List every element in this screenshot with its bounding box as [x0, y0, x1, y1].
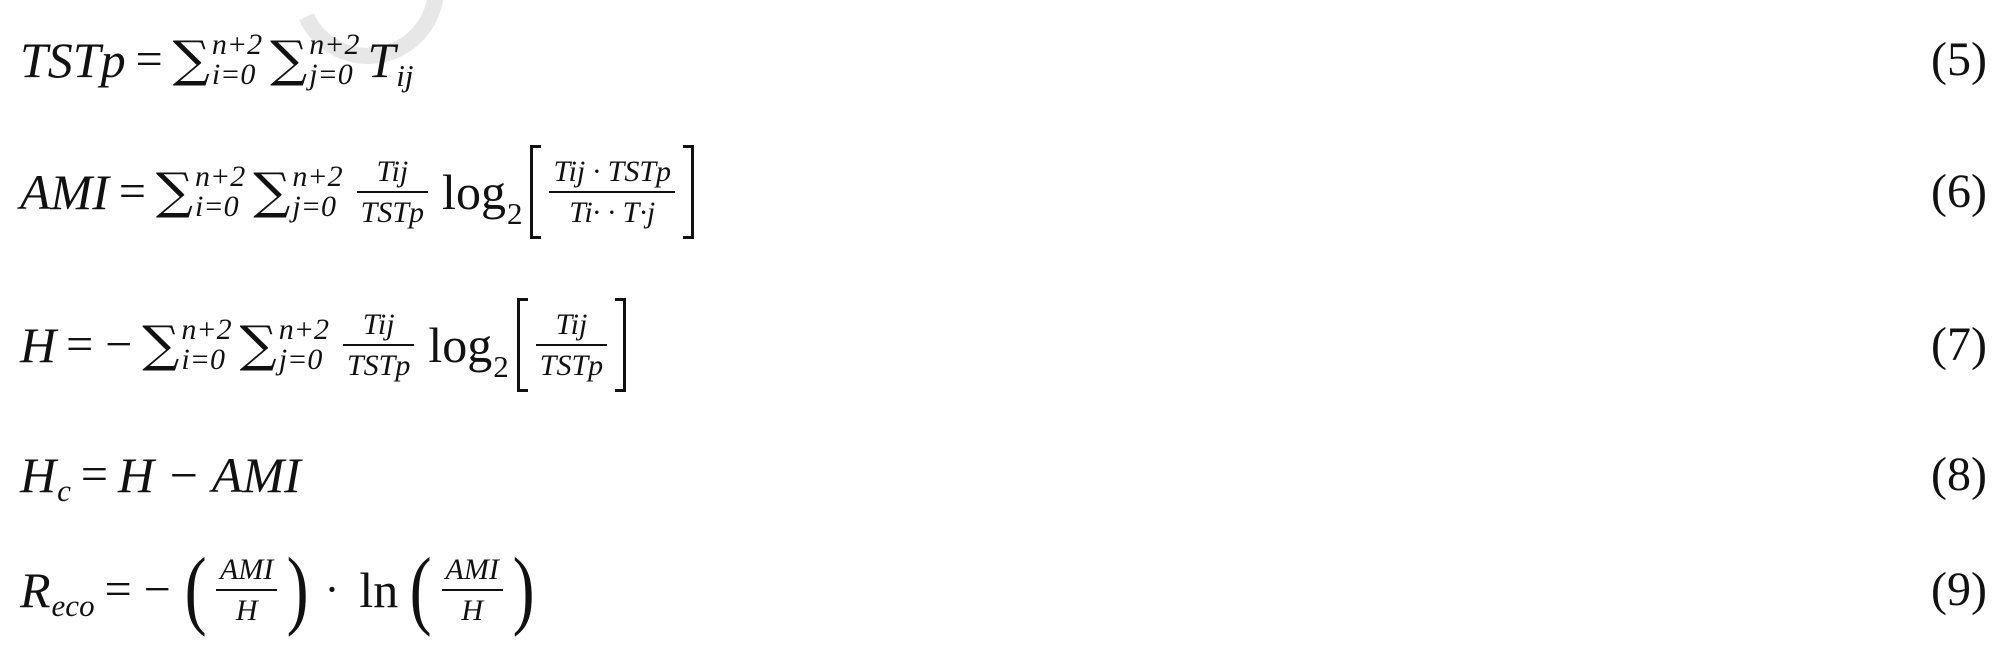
equation-7 — [20, 298, 626, 392]
equation-6 — [20, 145, 694, 239]
eq7-sum-i — [142, 315, 231, 375]
sum-lower-limit: j=0 — [309, 58, 353, 91]
eq8-rhs: H − AMI — [117, 447, 301, 503]
eq6-inner-fraction — [549, 155, 675, 229]
log-label: log — [428, 317, 493, 373]
sum-lower-limit: j=0 — [292, 190, 337, 223]
equation-5 — [20, 28, 414, 93]
eq9-ln: ln — [359, 562, 399, 618]
eq6-lhs: AMI — [20, 164, 109, 220]
sum-lower-limit: i=0 — [195, 190, 239, 223]
eq7-log — [428, 317, 509, 384]
sigma-symbol: ∑ — [155, 163, 194, 221]
equation-number-8: (8) — [1931, 448, 1987, 501]
sum-lower-limit: j=0 — [278, 343, 323, 376]
eq7-equals: = − — [66, 318, 133, 371]
sigma-symbol: ∑ — [142, 316, 180, 374]
sum-upper-limit: n+2 — [292, 160, 343, 193]
eq6-sum-i — [156, 162, 245, 222]
sigma-symbol: ∑ — [239, 316, 277, 374]
sum-upper-limit: n+2 — [181, 313, 232, 346]
eq9-fraction-2 — [442, 553, 503, 627]
equation-9 — [20, 541, 538, 638]
eq5-term: T — [367, 32, 396, 88]
eq7-inner-fraction — [536, 308, 607, 382]
equation-number-6: (6) — [1931, 165, 1987, 218]
eq6-sum-j — [253, 162, 342, 222]
eq9-dot: · — [324, 565, 340, 614]
eq6-equals: = — [118, 165, 146, 218]
equation-row-8 — [20, 420, 1987, 530]
fraction-bar — [442, 589, 503, 591]
fraction-bar — [549, 191, 675, 193]
left-paren: ( — [409, 541, 432, 638]
fraction-denominator: H — [235, 594, 258, 627]
fraction-numerator: Tij — [555, 308, 588, 341]
eq5-sum-j — [270, 30, 359, 90]
eq5-sum-i — [173, 30, 262, 90]
sigma-symbol: ∑ — [270, 31, 308, 89]
right-bracket — [615, 298, 626, 392]
fraction-bar — [536, 344, 607, 346]
fraction-bar — [216, 589, 277, 591]
equation-number-9: (9) — [1931, 563, 1987, 616]
log-base: 2 — [506, 196, 523, 231]
sigma-symbol: ∑ — [172, 31, 210, 89]
fraction-numerator: AMI — [220, 553, 274, 586]
equation-row-7 — [20, 290, 1987, 400]
fraction-denominator: TSTp — [360, 196, 425, 229]
left-paren: ( — [184, 541, 207, 638]
left-bracket — [530, 145, 541, 239]
sum-upper-limit: n+2 — [211, 28, 263, 61]
eq7-fraction — [343, 308, 414, 382]
eq8-lhs-subscript: c — [57, 472, 71, 508]
eq6-fraction — [357, 155, 428, 229]
right-paren: ) — [512, 541, 535, 638]
sum-lower-limit: i=0 — [211, 58, 256, 91]
sigma-symbol: ∑ — [253, 163, 291, 221]
eq9-lhs-subscript: eco — [51, 587, 95, 623]
sum-upper-limit: n+2 — [309, 28, 360, 61]
equation-row-9 — [20, 535, 1987, 645]
eq7-lhs: H — [20, 317, 57, 373]
sum-lower-limit: i=0 — [181, 343, 225, 376]
fraction-bar — [343, 344, 414, 346]
eq9-fraction-1 — [216, 553, 277, 627]
sum-upper-limit: n+2 — [278, 313, 329, 346]
eq9-equals: = − — [104, 563, 171, 616]
right-paren: ) — [287, 541, 309, 638]
fraction-numerator: Tij — [362, 308, 395, 341]
eq5-term-subscript: ij — [396, 57, 414, 93]
log-base: 2 — [493, 349, 509, 384]
eq8-equals: = — [80, 448, 108, 501]
eq9-lhs: R — [20, 562, 51, 618]
sum-upper-limit: n+2 — [195, 160, 246, 193]
equation-8 — [20, 447, 301, 508]
fraction-denominator: H — [461, 594, 484, 627]
eq7-sum-j — [240, 315, 329, 375]
eq6-log — [442, 164, 523, 231]
log-label: log — [442, 164, 506, 220]
equation-row-5 — [20, 5, 1987, 115]
fraction-numerator: AMI — [445, 553, 499, 586]
equation-number-5: (5) — [1931, 33, 1987, 86]
eq5-equals: = — [135, 33, 163, 86]
fraction-denominator: TSTp — [539, 349, 604, 382]
left-bracket — [517, 298, 528, 392]
fraction-denominator: TSTp — [347, 349, 411, 382]
right-bracket — [683, 145, 694, 239]
eq8-lhs: H — [20, 447, 57, 503]
equation-number-7: (7) — [1931, 318, 1987, 371]
fraction-bar — [357, 191, 428, 193]
fraction-numerator: Tij · TSTp — [553, 155, 672, 188]
equation-row-6 — [20, 137, 1987, 247]
eq5-lhs: TSTp — [20, 32, 126, 88]
fraction-numerator: Tij — [376, 155, 409, 188]
fraction-denominator: Ti· · T·j — [569, 196, 656, 229]
